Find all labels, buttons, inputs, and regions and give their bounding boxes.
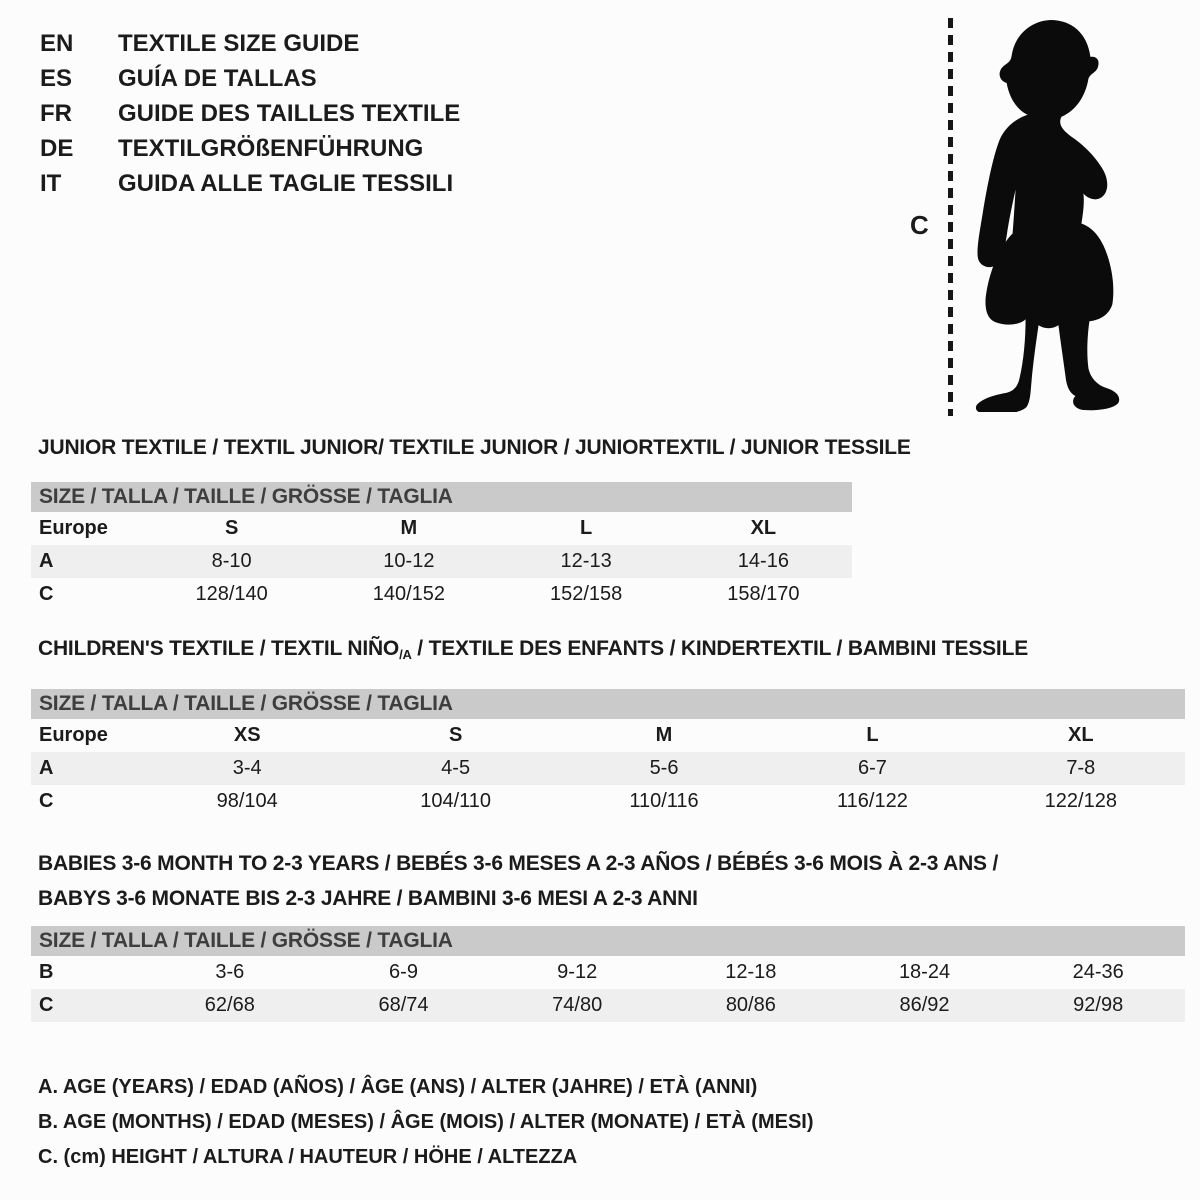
value-cell: 62/68 <box>204 994 255 1016</box>
size-cell: L <box>866 724 879 746</box>
value-cell: 3-4 <box>232 757 262 779</box>
value-cell: 140/152 <box>372 583 446 605</box>
language-row-en <box>40 26 460 61</box>
language-row-it <box>40 166 460 201</box>
toddler-silhouette-icon <box>968 18 1134 412</box>
title-subscript: /A <box>399 647 412 662</box>
size-cell: XS <box>233 724 261 746</box>
value-cell: 86/92 <box>899 994 950 1016</box>
value-cell: 10-12 <box>383 550 435 572</box>
value-cell: 24-36 <box>1072 961 1124 983</box>
section-title-babies <box>38 846 998 916</box>
value-cell: 12-18 <box>725 961 777 983</box>
size-figure <box>905 14 1155 419</box>
legend-line-c: C. (cm) HEIGHT / ALTURA / HAUTEUR / HÖHE / ALTEZZA <box>38 1146 578 1168</box>
table-row-c <box>31 785 1185 818</box>
value-cell: 7-8 <box>1066 757 1096 779</box>
junior-size-table <box>31 482 852 611</box>
language-row-de <box>40 131 460 166</box>
language-title: GUÍA DE TALLAS <box>118 65 317 92</box>
row-label: Europe <box>39 517 108 539</box>
size-cell: XL <box>750 517 777 539</box>
value-cell: 92/98 <box>1073 994 1124 1016</box>
language-list <box>40 26 460 201</box>
value-cell: 14-16 <box>737 550 789 572</box>
value-cell: 4-5 <box>441 757 471 779</box>
title-line-1: BABIES 3-6 MONTH TO 2-3 YEARS / BEBÉS 3-6 MESES A 2-3 AÑOS / BÉBÉS 3-6 MOIS À 2-3 ANS / <box>38 852 999 875</box>
value-cell: 80/86 <box>725 994 776 1016</box>
value-cell: 74/80 <box>552 994 603 1016</box>
measure-legend <box>38 1070 814 1175</box>
size-header-band: SIZE / TALLA / TAILLE / GRÖSSE / TAGLIA <box>31 689 1185 719</box>
language-row-fr <box>40 96 460 131</box>
size-cell: M <box>655 724 673 746</box>
language-code: DE <box>40 135 74 162</box>
language-code: EN <box>40 30 74 57</box>
value-cell: 12-13 <box>560 550 612 572</box>
value-cell: 6-7 <box>857 757 887 779</box>
legend-line-a: A. AGE (YEARS) / EDAD (AÑOS) / ÂGE (ANS) / ALTER (JAHRE) / ETÀ (ANNI) <box>38 1076 758 1098</box>
value-cell: 98/104 <box>216 790 278 812</box>
value-cell: 116/122 <box>837 790 908 812</box>
size-header-band: SIZE / TALLA / TAILLE / GRÖSSE / TAGLIA <box>31 926 1185 956</box>
value-cell: 128/140 <box>195 583 268 605</box>
table-row-europe <box>31 719 1185 752</box>
row-label: A <box>39 757 54 779</box>
height-measure-dashed-line <box>948 18 953 416</box>
value-cell: 68/74 <box>378 994 429 1016</box>
size-header-band: SIZE / TALLA / TAILLE / GRÖSSE / TAGLIA <box>31 482 852 512</box>
value-cell: 104/110 <box>420 790 492 812</box>
section-title-children <box>38 637 1028 662</box>
language-row-es <box>40 61 460 96</box>
language-code: IT <box>40 170 62 197</box>
size-cell: M <box>400 517 418 539</box>
measure-label-c: C <box>910 210 929 240</box>
table-row-europe <box>31 512 852 545</box>
value-cell: 5-6 <box>649 757 679 779</box>
title-line-2: BABYS 3-6 MONATE BIS 2-3 JAHRE / BAMBINI 3-6 MESI A 2-3 ANNI <box>38 887 698 910</box>
row-label: Europe <box>39 724 108 746</box>
value-cell: 8-10 <box>211 550 252 572</box>
language-code: FR <box>40 100 72 127</box>
section-title-junior: JUNIOR TEXTILE / TEXTIL JUNIOR/ TEXTILE JUNIOR / JUNIORTEXTIL / JUNIOR TESSILE <box>38 436 911 459</box>
value-cell: 6-9 <box>389 961 418 983</box>
row-label: B <box>39 961 54 983</box>
value-cell: 3-6 <box>215 961 245 983</box>
language-title: GUIDE DES TAILLES TEXTILE <box>118 100 461 127</box>
language-title: TEXTILE SIZE GUIDE <box>118 30 360 57</box>
table-row-c <box>31 578 852 611</box>
language-title: TEXTILGRÖßENFÜHRUNG <box>118 135 424 162</box>
row-label: C <box>39 790 54 812</box>
table-row-b <box>31 956 1185 989</box>
babies-size-table <box>31 926 1185 1022</box>
size-cell: L <box>580 517 593 539</box>
table-row-c <box>31 989 1185 1022</box>
size-cell: XL <box>1068 724 1094 746</box>
value-cell: 158/170 <box>727 583 800 605</box>
title-text: CHILDREN'S TEXTILE / TEXTIL NIÑO <box>38 637 400 660</box>
table-row-a <box>31 752 1185 785</box>
row-label: C <box>39 994 54 1016</box>
title-text: / TEXTILE DES ENFANTS / KINDERTEXTIL / BAMBINI TESSILE <box>411 637 1029 660</box>
value-cell: 110/116 <box>629 790 699 812</box>
size-cell: S <box>224 517 239 539</box>
value-cell: 18-24 <box>898 961 951 983</box>
legend-line-b: B. AGE (MONTHS) / EDAD (MESES) / ÂGE (MOIS) / ALTER (MONATE) / ETÀ (MESI) <box>38 1111 814 1133</box>
value-cell: 122/128 <box>1044 790 1117 812</box>
row-label: A <box>39 550 54 572</box>
size-cell: S <box>448 724 463 746</box>
children-size-table <box>31 689 1185 818</box>
row-label: C <box>39 583 54 605</box>
language-title: GUIDA ALLE TAGLIE TESSILI <box>118 170 454 197</box>
value-cell: 9-12 <box>557 961 598 983</box>
table-row-a <box>31 545 852 578</box>
language-code: ES <box>40 65 73 92</box>
value-cell: 152/158 <box>549 583 623 605</box>
